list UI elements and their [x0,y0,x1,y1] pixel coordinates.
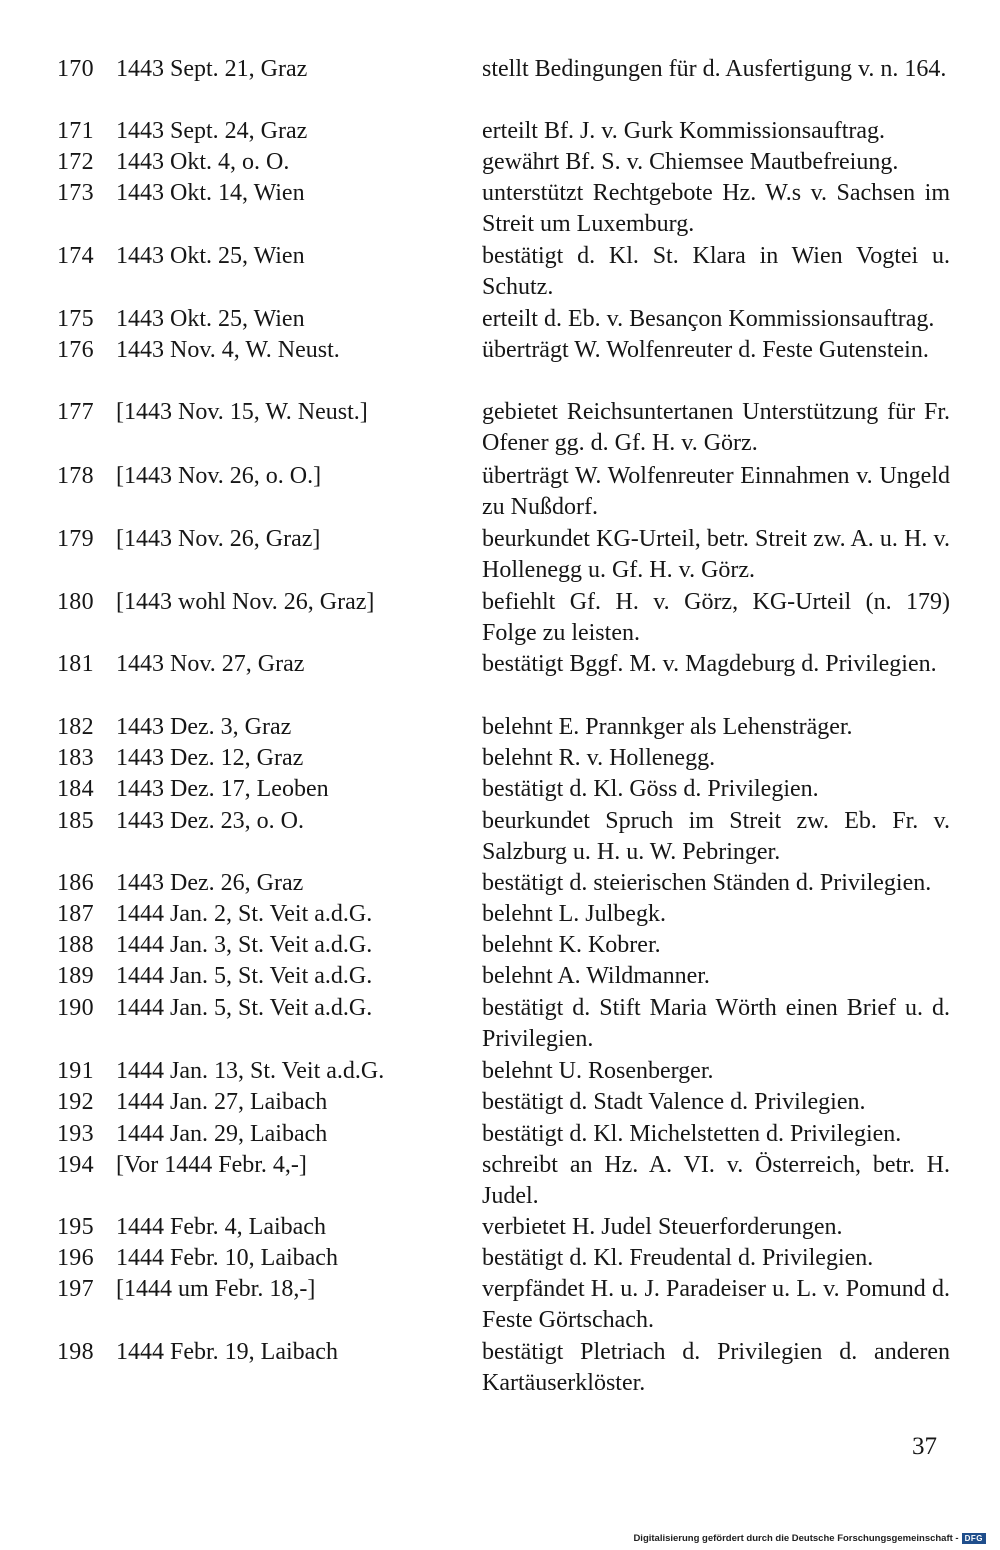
entry-date-place: 1443 Okt. 14, Wien [116,180,305,206]
entry-number: 182 [57,714,94,740]
entry-date-place: [1444 um Febr. 18,-] [116,1276,316,1302]
entry-summary: erteilt Bf. J. v. Gurk Kommissionsauftrag. [482,118,886,144]
entry-number: 187 [57,901,94,927]
entry-summary: bestätigt d. Kl. Freudental d. Privilegien. [482,1245,874,1271]
footer-text: Digitalisierung gefördert durch die Deutsche Forschungsgemeinschaft - [633,1533,959,1545]
regest-entry [0,1056,1000,1087]
entry-number: 183 [57,745,94,771]
entry-summary: verpfändet H. u. J. Paradeiser u. L. v. Pomund d. Feste Görtschach. [482,1276,950,1333]
regest-entry [0,397,1000,456]
regest-entry [0,1119,1000,1150]
entry-number: 175 [57,306,94,332]
entry-summary: beurkundet Spruch im Streit zw. Eb. Fr. v. Salzburg u. H. u. W. Pebringer. [482,808,950,865]
entry-summary: belehnt K. Kobrer. [482,932,661,958]
regest-entry [0,712,1000,743]
entry-summary: belehnt L. Julbegk. [482,901,666,927]
entry-number: 186 [57,870,94,896]
entry-summary: bestätigt d. Kl. St. Klara in Wien Vogtei u. Schutz. [482,243,950,300]
regest-entry [0,1087,1000,1118]
regest-entry [0,743,1000,774]
entry-date-place: [1443 Nov. 26, o. O.] [116,463,322,489]
entry-number: 185 [57,808,94,834]
entry-date-place: 1443 Dez. 12, Graz [116,745,304,771]
entry-summary: schreibt an Hz. A. VI. v. Österreich, betr. H. Judel. [482,1152,950,1209]
regest-entry [0,1212,1000,1243]
entry-date-place: 1443 Dez. 17, Leoben [116,776,329,802]
regest-entry [0,241,1000,300]
entry-summary: bestätigt d. steierischen Ständen d. Privilegien. [482,870,932,896]
entry-summary: bestätigt d. Stift Maria Wörth einen Brief u. d. Privilegien. [482,995,950,1052]
entry-number: 193 [57,1121,94,1147]
entry-summary: überträgt W. Wolfenreuter Einnahmen v. Ungeld zu Nußdorf. [482,463,950,520]
entry-summary: bestätigt Pletriach d. Privilegien d. anderen Kartäuserklöster. [482,1339,950,1396]
regest-entry [0,1274,1000,1333]
regest-entry [0,587,1000,646]
entry-number: 177 [57,399,94,425]
entry-number: 194 [57,1152,94,1178]
entry-date-place: 1443 Dez. 26, Graz [116,870,304,896]
regest-entry [0,774,1000,805]
regest-entry [0,304,1000,335]
entry-date-place: 1444 Jan. 27, Laibach [116,1089,328,1115]
entry-summary: bestätigt d. Stadt Valence d. Privilegien. [482,1089,866,1115]
entry-date-place: [1443 Nov. 26, Graz] [116,526,321,552]
regest-entry [0,1243,1000,1274]
regest-entry [0,899,1000,930]
regest-entry [0,524,1000,583]
entry-date-place: 1444 Jan. 3, St. Veit a.d.G. [116,932,373,958]
entry-number: 170 [57,56,94,82]
entry-date-place: 1443 Okt. 25, Wien [116,306,305,332]
entry-summary: belehnt R. v. Hollenegg. [482,745,716,771]
entry-number: 195 [57,1214,94,1240]
entry-date-place: 1444 Jan. 29, Laibach [116,1121,328,1147]
entry-date-place: 1444 Jan. 2, St. Veit a.d.G. [116,901,373,927]
entry-number: 181 [57,651,94,677]
regest-entry [0,868,1000,899]
entry-summary: bestätigt d. Kl. Göss d. Privilegien. [482,776,819,802]
regest-entry [0,993,1000,1052]
regest-entry [0,1337,1000,1396]
entry-summary: befiehlt Gf. H. v. Görz, KG-Urteil (n. 179) Folge zu leisten. [482,589,950,646]
entry-number: 196 [57,1245,94,1271]
entry-date-place: 1443 Okt. 25, Wien [116,243,305,269]
entry-date-place: 1443 Nov. 27, Graz [116,651,305,677]
entry-date-place: 1443 Nov. 4, W. Neust. [116,337,340,363]
entry-date-place: [1443 wohl Nov. 26, Graz] [116,589,375,615]
entry-date-place: 1444 Jan. 13, St. Veit a.d.G. [116,1058,385,1084]
regest-entry [0,461,1000,520]
entry-summary: unterstützt Rechtgebote Hz. W.s v. Sachsen im Streit um Luxemburg. [482,180,950,237]
entry-number: 180 [57,589,94,615]
entry-summary: bestätigt d. Kl. Michelstetten d. Privilegien. [482,1121,902,1147]
entry-number: 192 [57,1089,94,1115]
entry-number: 174 [57,243,94,269]
entry-date-place: 1443 Dez. 3, Graz [116,714,292,740]
regest-entry [0,116,1000,147]
entry-number: 190 [57,995,94,1021]
entry-date-place: 1444 Febr. 19, Laibach [116,1339,338,1365]
entry-number: 191 [57,1058,94,1084]
regest-entry [0,961,1000,992]
entry-summary: bestätigt Bggf. M. v. Magdeburg d. Privilegien. [482,651,937,677]
entry-date-place: 1443 Sept. 21, Graz [116,56,308,82]
entry-number: 173 [57,180,94,206]
regest-entry [0,147,1000,178]
entry-summary: erteilt d. Eb. v. Besançon Kommissionsauftrag. [482,306,935,332]
entry-summary: gewährt Bf. S. v. Chiemsee Mautbefreiung. [482,149,899,175]
entry-date-place: 1444 Febr. 10, Laibach [116,1245,338,1271]
entry-date-place: [1443 Nov. 15, W. Neust.] [116,399,368,425]
entry-number: 188 [57,932,94,958]
entry-number: 184 [57,776,94,802]
footer-credit [633,1533,986,1545]
entry-number: 171 [57,118,94,144]
entry-summary: stellt Bedingungen für d. Ausfertigung v. n. 164. [482,56,947,82]
entry-summary: belehnt U. Rosenberger. [482,1058,714,1084]
regest-entry [0,930,1000,961]
entry-date-place: 1444 Febr. 4, Laibach [116,1214,326,1240]
entry-date-place: [Vor 1444 Febr. 4,-] [116,1152,307,1178]
entry-number: 197 [57,1276,94,1302]
entry-summary: beurkundet KG-Urteil, betr. Streit zw. A. u. H. v. Hollenegg u. Gf. H. v. Görz. [482,526,950,583]
entry-number: 176 [57,337,94,363]
entry-date-place: 1443 Sept. 24, Graz [116,118,308,144]
entry-summary: belehnt A. Wildmanner. [482,963,710,989]
entry-number: 179 [57,526,94,552]
entry-date-place: 1443 Okt. 4, o. O. [116,149,290,175]
entry-date-place: 1444 Jan. 5, St. Veit a.d.G. [116,963,373,989]
entry-summary: belehnt E. Prannkger als Lehensträger. [482,714,853,740]
dfg-logo: DFG [962,1533,986,1544]
entry-date-place: 1443 Dez. 23, o. O. [116,808,304,834]
entry-number: 189 [57,963,94,989]
entry-summary: überträgt W. Wolfenreuter d. Feste Gutenstein. [482,337,929,363]
entry-summary: verbietet H. Judel Steuerforderungen. [482,1214,843,1240]
regest-entry [0,1150,1000,1209]
regest-entry [0,806,1000,865]
entry-date-place: 1444 Jan. 5, St. Veit a.d.G. [116,995,373,1021]
regest-entry [0,54,1000,85]
page-number: 37 [912,1433,937,1460]
entry-number: 198 [57,1339,94,1365]
entry-number: 178 [57,463,94,489]
entry-number: 172 [57,149,94,175]
regest-entry [0,178,1000,237]
entry-summary: gebietet Reichsuntertanen Unterstützung für Fr. Ofener gg. d. Gf. H. v. Görz. [482,399,950,456]
regest-entry [0,335,1000,366]
regest-entry [0,649,1000,680]
